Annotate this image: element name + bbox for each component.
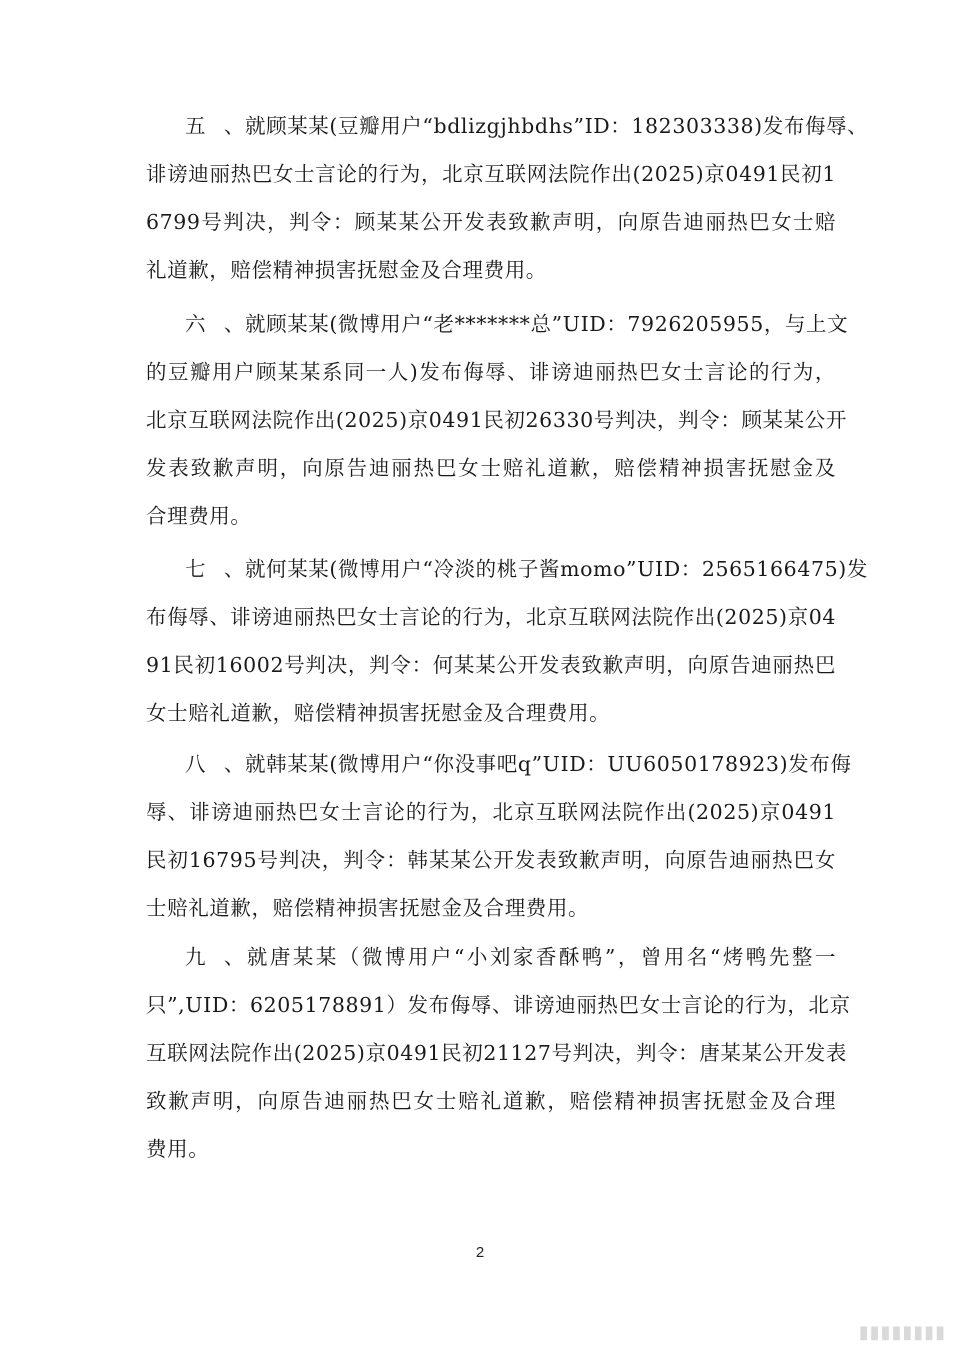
item-text-line: 士赔礼道歉，赔偿精神损害抚慰金及合理费用。 [146,896,590,920]
item-number: 六、 [185,312,245,336]
item-text-line: 就唐某某（微博用户“小刘家香酥鸭”，曾用名“烤鸭先整一 [245,945,836,969]
item-text-line: 费用。 [146,1137,210,1161]
item-text-line: 合理费用。 [146,504,252,528]
item-text-line: 辱、诽谤迪丽热巴女士言论的行为，北京互联网法院作出(2025)京0491 [146,800,836,824]
item-number: 五、 [185,114,245,138]
item-text-line: 礼道歉，赔偿精神损害抚慰金及合理费用。 [146,258,547,282]
item-text-line: 布侮辱、诽谤迪丽热巴女士言论的行为，北京互联网法院作出(2025)京04 [146,605,836,629]
item-number: 九、 [185,945,245,969]
judgment-item-9 [146,933,851,1173]
item-text-line: 民初16795号判决，判令：韩某某公开发表致歉声明，向原告迪丽热巴女 [146,848,836,872]
item-text-line: 致歉声明，向原告迪丽热巴女士赔礼道歉，赔偿精神损害抚慰金及合理 [146,1089,836,1113]
item-text-line: 女士赔礼道歉，赔偿精神损害抚慰金及合理费用。 [146,701,611,725]
item-text-line: 发表致歉声明，向原告迪丽热巴女士赔礼道歉，赔偿精神损害抚慰金及 [146,456,836,480]
judgment-item-7 [146,545,868,737]
item-text-line: 北京互联网法院作出(2025)京0491民初26330号判决，判令：顾某某公开 [146,408,847,432]
item-text-line: 就何某某(微博用户“冷淡的桃子酱momo”UID：2565166475)发 [245,557,868,581]
item-text-line: 就韩某某(微博用户“你没事吧q”UID：UU6050178923)发布侮 [245,752,852,776]
item-text-line: 就顾某某(微博用户“老*******总”UID：7926205955，与上文 [245,312,849,336]
judgment-item-6 [146,300,849,540]
item-text-line: 的豆瓣用户顾某某系同一人)发布侮辱、诽谤迪丽热巴女士言论的行为， [146,360,836,384]
item-text-line: 就顾某某(豆瓣用户“bdlizgjhbdhs”ID：182303338)发布侮辱、 [245,114,869,138]
item-number: 八、 [185,752,245,776]
item-text-line: 6799号判决，判令：顾某某公开发表致歉声明，向原告迪丽热巴女士赔 [146,210,836,234]
judgment-item-5 [146,102,869,294]
page-number: 2 [475,1244,485,1261]
item-text-line: 互联网法院作出(2025)京0491民初21127号判决，判令：唐某某公开发表 [146,1041,847,1065]
item-text-line: 诽谤迪丽热巴女士言论的行为，北京互联网法院作出(2025)京0491民初1 [146,162,836,186]
item-text-line: 只”,UID：6205178891）发布侮辱、诽谤迪丽热巴女士言论的行为，北京 [146,993,851,1017]
item-text-line: 91民初16002号判决，判令：何某某公开发表致歉声明，向原告迪丽热巴 [146,653,836,677]
item-number: 七、 [185,557,245,581]
watermark-logo: ▮▮▮▮▮▮▮▮ [858,1322,946,1342]
judgment-item-8 [146,740,852,932]
